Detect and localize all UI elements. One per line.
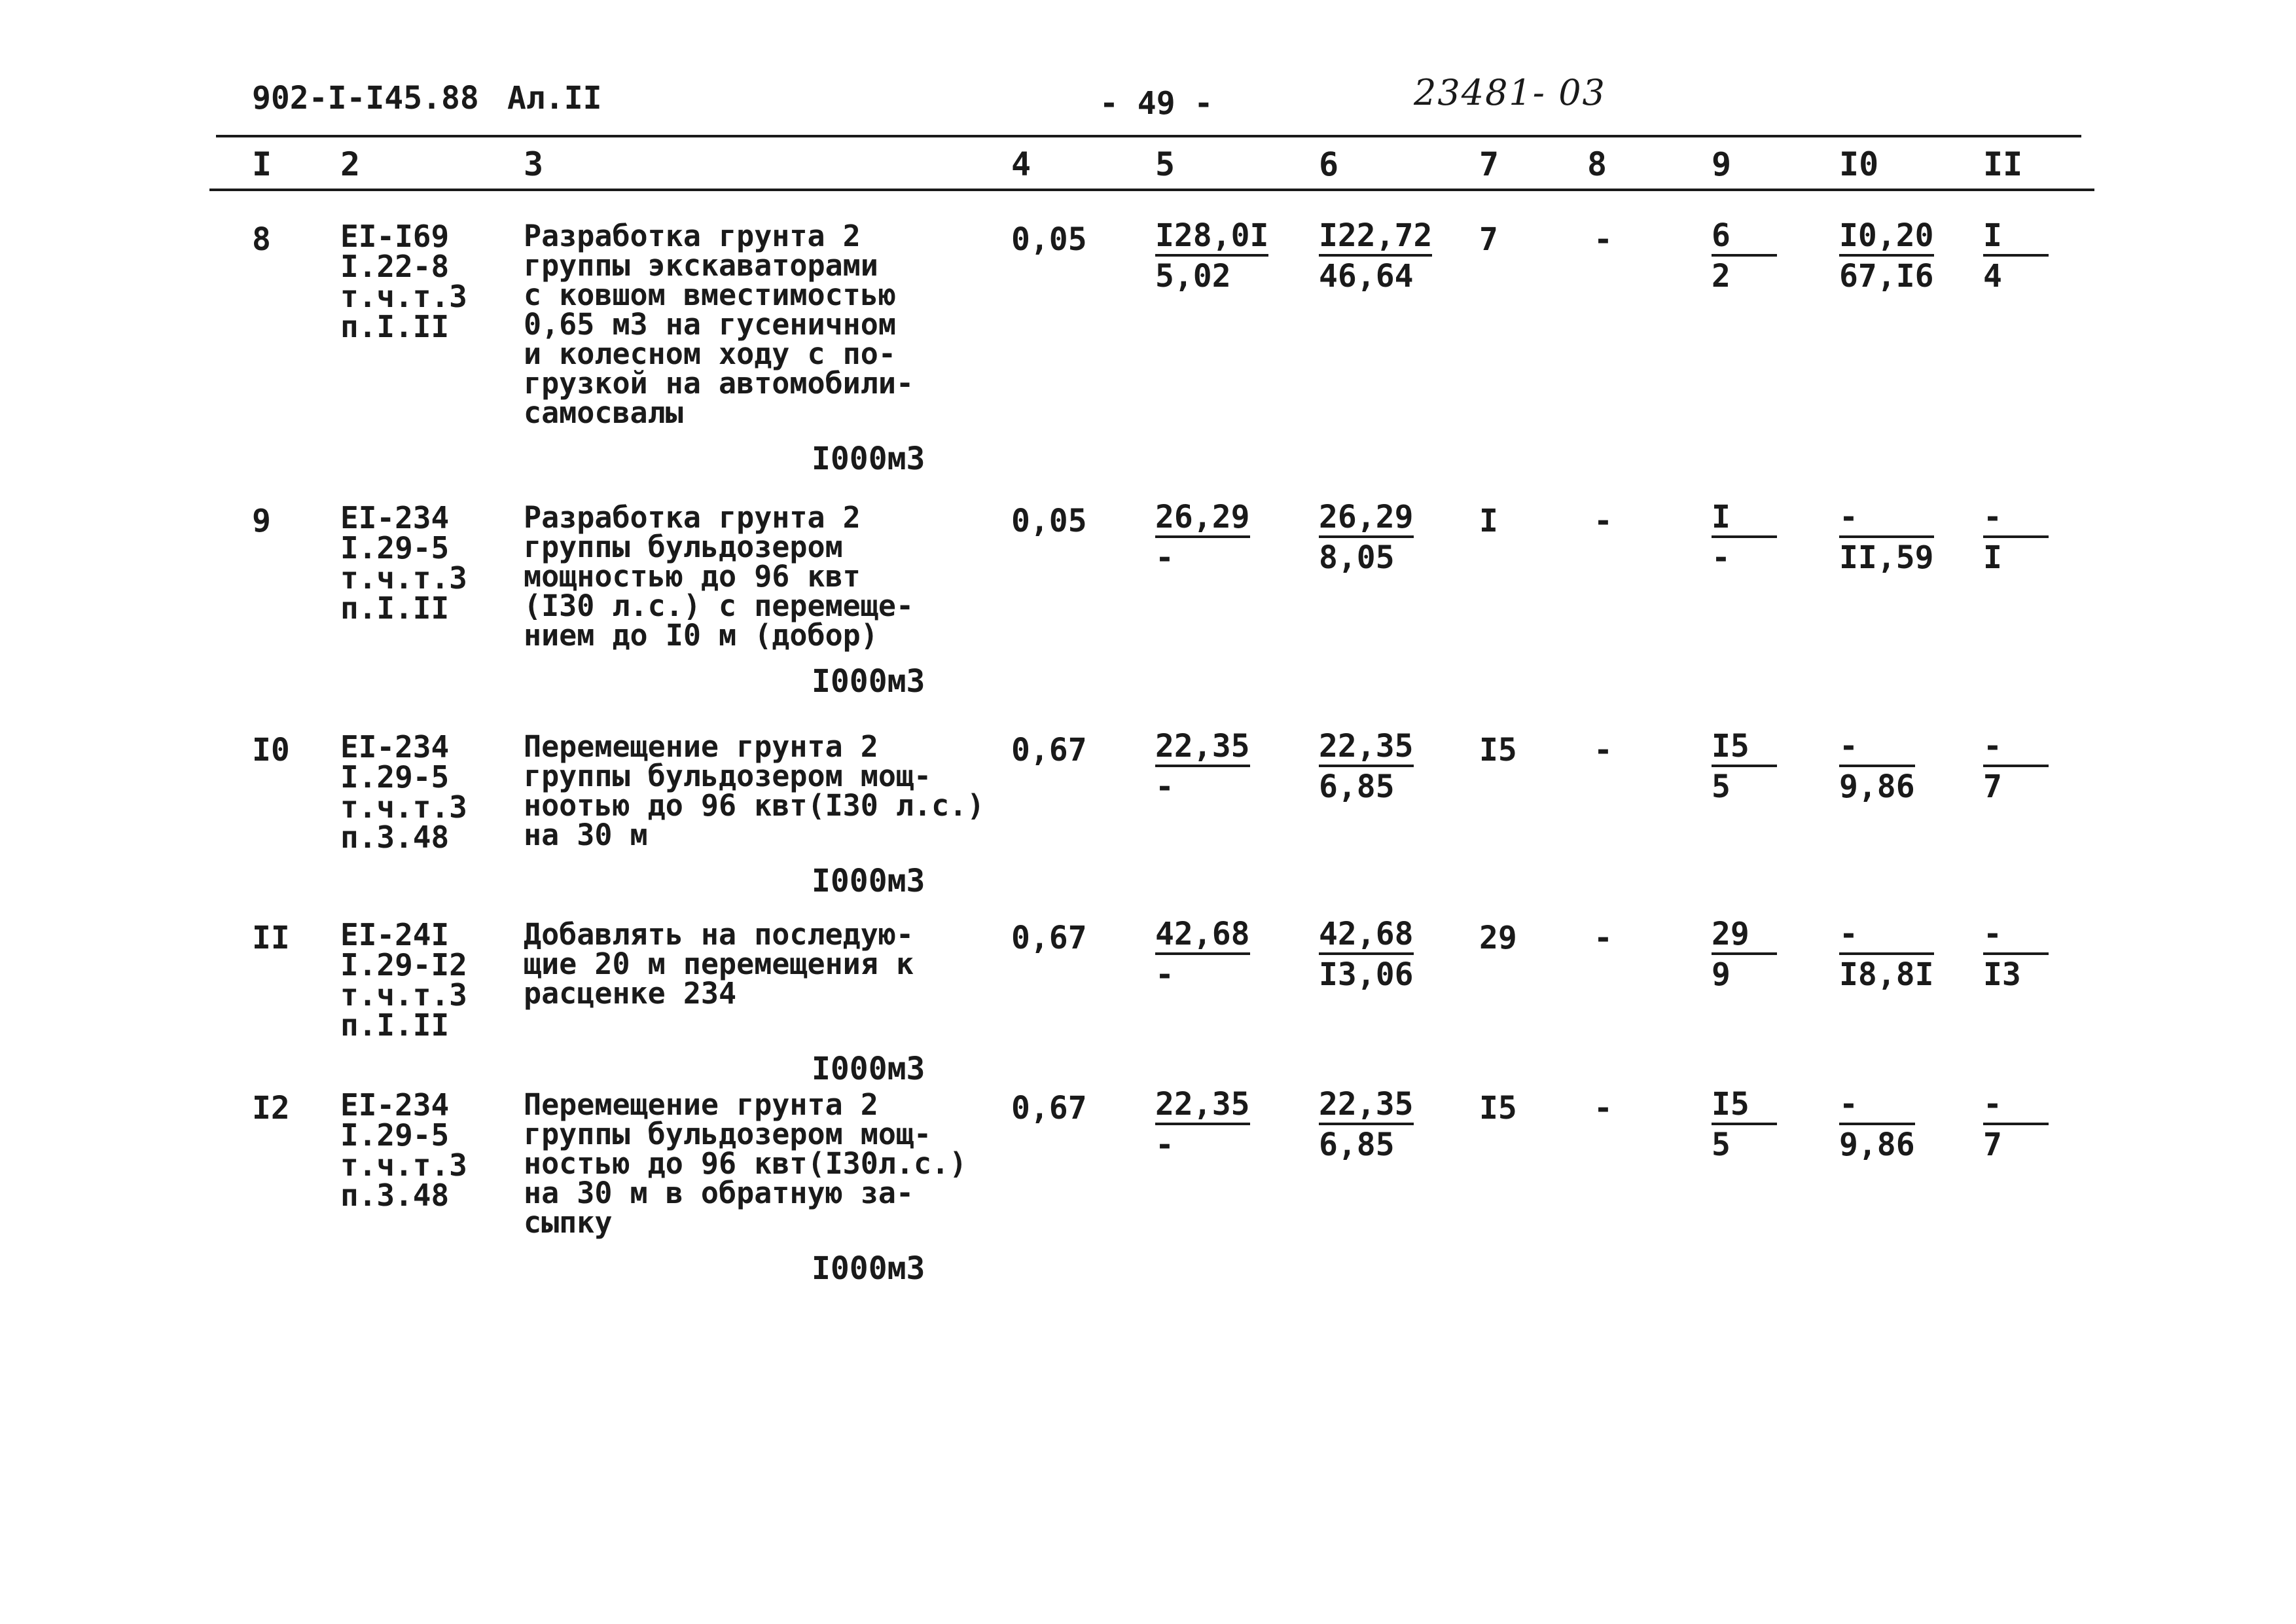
unit-of-measure: I000м3 [812,863,925,899]
col-11-fraction [1983,1086,2049,1164]
col-10-fraction [1839,217,1934,296]
work-description-line: Разработка грунта 2 [524,219,861,253]
work-description-line: грузкой на автомобили- [524,366,914,401]
col-6-fraction-top: 22,35 [1319,1086,1414,1125]
col-6-fraction-top: I22,72 [1319,217,1432,257]
work-description-line: сыпку [524,1205,613,1240]
row-number: II [252,920,290,956]
work-description-line: группы экскаваторами [524,248,878,283]
rate-reference-line: т.ч.т.3 [340,279,467,314]
col-10-fraction-top: - [1839,728,1915,767]
col-11-fraction [1983,728,2049,806]
work-description-line: и колесном ходу с по- [524,336,896,371]
column-header: 4 [1011,145,1031,183]
rate-reference-line: ЕI-234 [340,729,450,765]
col-4-value: 0,67 [1011,920,1087,956]
col-9-fraction-top: I5 [1712,1086,1777,1125]
col-6-fraction-top: 22,35 [1319,728,1414,767]
col-9-fraction-bottom: 5 [1712,768,1731,805]
col-11-fraction [1983,916,2049,994]
work-description-line: Перемещение грунта 2 [524,729,878,764]
col-9-fraction-bottom: - [1712,539,1731,576]
col-7-value: I5 [1479,732,1517,768]
col-11-fraction-bottom: 7 [1983,1127,2002,1163]
column-header: II [1983,145,2023,183]
col-5-fraction-top: 22,35 [1155,1086,1250,1125]
work-description-line: Перемещение грунта 2 [524,1087,878,1122]
sheet-number: Ал.II [507,80,602,117]
rate-reference-line: т.ч.т.3 [340,977,467,1013]
column-header: 6 [1319,145,1339,183]
col-10-fraction-top: I0,20 [1839,217,1934,257]
col-10-fraction-bottom: 67,I6 [1839,258,1934,295]
col-6-fraction-top: 42,68 [1319,916,1414,955]
col-9-fraction [1712,217,1777,296]
col-7-value: 7 [1479,221,1498,258]
page-number: - 49 - [1100,85,1213,122]
rate-reference-line: т.ч.т.3 [340,789,467,825]
work-description-line: (I30 л.с.) с перемеще- [524,588,914,623]
col-7-value: I5 [1479,1090,1517,1127]
col-8-value: - [1594,920,1613,956]
col-9-fraction-top: 6 [1712,217,1777,257]
col-6-fraction-bottom: 46,64 [1319,258,1414,295]
col-6-fraction [1319,1086,1414,1164]
col-5-fraction [1155,1086,1250,1164]
work-description-line: Добавлять на последую- [524,917,914,952]
unit-of-measure: I000м3 [812,441,925,477]
row-number: 9 [252,503,271,539]
row-number: 8 [252,221,271,258]
rate-reference-line: I.29-5 [340,759,450,795]
col-6-fraction [1319,728,1414,806]
work-description-line: с ковшом вместимостью [524,278,896,312]
rate-reference-line: т.ч.т.3 [340,1147,467,1183]
col-4-value: 0,67 [1011,1090,1087,1127]
rate-reference-line: ЕI-I69 [340,219,450,254]
work-description-line: ностью до 96 квт(I30л.с.) [524,1146,967,1181]
col-5-fraction-bottom: 5,02 [1155,258,1231,295]
column-header: 5 [1155,145,1175,183]
work-description-line: группы бульдозером [524,530,843,564]
col-5-fraction [1155,499,1250,577]
col-11-fraction-top: I [1983,217,2049,257]
rate-reference-line: п.I.II [340,309,450,344]
col-11-fraction-bottom: 7 [1983,768,2002,805]
col-5-fraction [1155,728,1250,806]
col-10-fraction [1839,916,1934,994]
col-7-value: 29 [1479,920,1517,956]
col-10-fraction-top: - [1839,1086,1915,1125]
column-header: 9 [1712,145,1732,183]
col-4-value: 0,05 [1011,221,1087,258]
col-9-fraction [1712,728,1777,806]
col-5-fraction [1155,217,1268,296]
col-9-fraction-top: I5 [1712,728,1777,767]
work-description-line: группы бульдозером мощ- [524,759,932,793]
document-code: 902-I-I45.88 [252,80,479,117]
col-11-fraction [1983,217,2049,296]
col-9-fraction-bottom: 9 [1712,956,1731,993]
col-9-fraction-bottom: 2 [1712,258,1731,295]
col-10-fraction-top: - [1839,499,1934,538]
col-10-fraction-top: - [1839,916,1934,955]
col-10-fraction [1839,1086,1915,1164]
col-5-fraction-top: 26,29 [1155,499,1250,538]
col-8-value: - [1594,221,1613,258]
col-9-fraction-top: I [1712,499,1777,538]
col-5-fraction-top: I28,0I [1155,217,1268,257]
column-header: 8 [1587,145,1607,183]
col-9-fraction [1712,1086,1777,1164]
col-5-fraction-top: 22,35 [1155,728,1250,767]
work-description-line: 0,65 м3 на гусеничном [524,307,896,342]
work-description-line: мощностью до 96 квт [524,559,861,594]
column-header: I [252,145,272,183]
col-6-fraction [1319,217,1432,296]
work-description-line: щие 20 м перемещения к [524,947,914,981]
col-9-fraction [1712,916,1777,994]
work-description-line: ноотью до 96 квт(I30 л.с.) [524,788,985,823]
col-11-fraction-top: - [1983,499,2049,538]
col-8-value: - [1594,1090,1613,1127]
column-header: 2 [340,145,361,183]
col-6-fraction-bottom: 8,05 [1319,539,1395,576]
col-10-fraction [1839,499,1934,577]
column-header: 7 [1479,145,1499,183]
col-9-fraction [1712,499,1777,577]
col-5-fraction-bottom: - [1155,539,1174,576]
unit-of-measure: I000м3 [812,663,925,700]
work-description-line: на 30 м [524,818,648,852]
col-10-fraction-bottom: 9,86 [1839,1127,1915,1163]
header-bottom-rule [209,189,2094,191]
work-description-line: на 30 м в обратную за- [524,1176,914,1210]
col-8-value: - [1594,503,1613,539]
column-header: I0 [1839,145,1879,183]
col-11-fraction-top: - [1983,916,2049,955]
col-6-fraction-bottom: 6,85 [1319,768,1395,805]
col-6-fraction [1319,916,1414,994]
col-8-value: - [1594,732,1613,768]
col-11-fraction-bottom: 4 [1983,258,2002,295]
col-11-fraction-top: - [1983,1086,2049,1125]
col-10-fraction [1839,728,1915,806]
work-description-line: расценке 234 [524,976,737,1011]
rate-reference-line: I.29-5 [340,1117,450,1153]
col-11-fraction [1983,499,2049,577]
col-6-fraction-bottom: I3,06 [1319,956,1414,993]
col-6-fraction-bottom: 6,85 [1319,1127,1395,1163]
rate-reference-line: ЕI-234 [340,500,450,535]
unit-of-measure: I000м3 [812,1051,925,1087]
col-5-fraction-top: 42,68 [1155,916,1250,955]
unit-of-measure: I000м3 [812,1250,925,1287]
column-header: 3 [524,145,544,183]
col-5-fraction-bottom: - [1155,1127,1174,1163]
col-11-fraction-bottom: I3 [1983,956,2021,993]
col-11-fraction-bottom: I [1983,539,2002,576]
rate-reference-line: I.22-8 [340,249,450,284]
col-4-value: 0,05 [1011,503,1087,539]
rate-reference-line: п.3.48 [340,820,450,855]
col-5-fraction-bottom: - [1155,768,1174,805]
work-description-line: Разработка грунта 2 [524,500,861,535]
header-top-rule [216,135,2081,137]
col-4-value: 0,67 [1011,732,1087,768]
col-9-fraction-top: 29 [1712,916,1777,955]
col-10-fraction-bottom: I8,8I [1839,956,1934,993]
col-9-fraction-bottom: 5 [1712,1127,1731,1163]
rate-reference-line: п.I.II [340,590,450,626]
rate-reference-line: ЕI-234 [340,1087,450,1123]
rate-reference-line: I.29-5 [340,530,450,566]
col-10-fraction-bottom: II,59 [1839,539,1934,576]
row-number: I2 [252,1090,290,1127]
col-7-value: I [1479,503,1498,539]
work-description-line: самосвалы [524,395,683,430]
col-6-fraction [1319,499,1414,577]
rate-reference-line: ЕI-24I [340,917,450,952]
col-5-fraction [1155,916,1250,994]
col-10-fraction-bottom: 9,86 [1839,768,1915,805]
work-description-line: группы бульдозером мощ- [524,1117,932,1151]
row-number: I0 [252,732,290,768]
rate-reference-line: п.I.II [340,1007,450,1043]
col-6-fraction-top: 26,29 [1319,499,1414,538]
work-description-line: нием до I0 м (добор) [524,618,878,653]
rate-reference-line: I.29-I2 [340,947,467,983]
rate-reference-line: т.ч.т.3 [340,560,467,596]
col-11-fraction-top: - [1983,728,2049,767]
handwritten-number: 23481- 03 [1414,72,1606,113]
col-5-fraction-bottom: - [1155,956,1174,993]
rate-reference-line: п.3.48 [340,1178,450,1213]
